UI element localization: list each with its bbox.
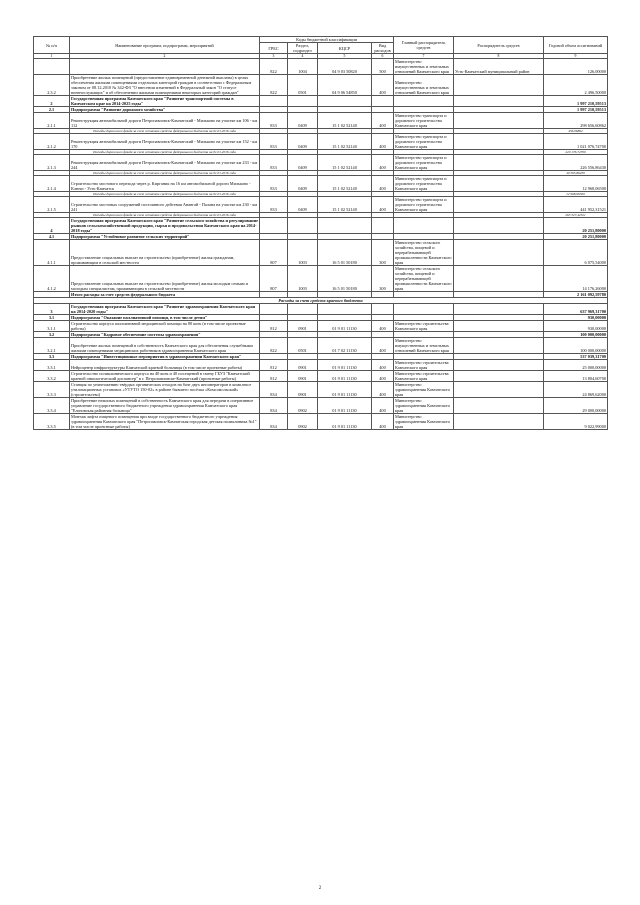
- cell-gr: Министерство сельского хозяйства, пищевой и перерабатывающей промышленности Камчатского края: [395, 240, 452, 265]
- cell-num: 2.1.2: [34, 134, 70, 150]
- cell-sum: 930,00000: [544, 315, 608, 321]
- table-row: [34, 338, 608, 354]
- cell-rz: 0409: [288, 197, 318, 213]
- cell-name: Предоставление социальных выплат на строительство (приобретение) жилья молодым семьям и молодым специалистам, проживающим в сельской местности: [70, 266, 260, 292]
- column-number: 1: [34, 54, 70, 59]
- cell-rs: [454, 155, 544, 171]
- cell-gr: Министерство здравоохранения Камчатского края: [394, 382, 454, 398]
- section-subheading: Расходы за счет средств краевого бюджета: [34, 298, 608, 304]
- cell-gr: Министерство сельского хозяйства, пищевой и перерабатывающей промышленности Камчатского края: [395, 266, 452, 291]
- cell-name: Станция по уничтожению твёрдых органических отходов на базе двух инсинераторов в комплексе утилизационных установок «УТУТО 150-02» в районе бывшего посёлка «Комсомольский» (строительство): [70, 382, 260, 398]
- cell-sum: 100 000,00000: [544, 338, 608, 354]
- note-text: Расходы дорожного фонда за счет остатков средств федерального бюджета на 01.01.2016 года: [70, 150, 260, 155]
- cell-name: Итого расходы за счет средств федерального бюджета: [70, 292, 260, 298]
- cell-grbs: 822: [260, 59, 288, 75]
- cell-grbs: 834: [260, 398, 288, 414]
- header-vr: Вид расходов: [372, 43, 394, 54]
- cell-ksr: 01 9 01 11130: [318, 398, 372, 414]
- cell-grbs: [260, 96, 288, 107]
- note-amount: 40 565,86430: [544, 171, 608, 176]
- cell-name: Подпрограмма "Устойчивое развитие сельских территорий": [70, 234, 260, 240]
- cell-name: Подпрограмма "Инвестиционные мероприятия в здравоохранении Камчатского края": [70, 354, 260, 360]
- cell-rs: Усть-Камчатский муниципальный район: [454, 59, 544, 75]
- table-row: [34, 321, 608, 332]
- table-row: [34, 96, 608, 107]
- cell-ksr: 16 5 01 50180: [318, 240, 372, 266]
- cell-name: Государственная программа Камчатского края "Развитие сельского хозяйства и регулирование рынков сельскохозяйственной продукции, сырья и продовольствия Камчатского края на 2014-2018 годы": [71, 218, 258, 233]
- header-grbs: ГРБС: [260, 43, 288, 54]
- cell-grbs: 807: [260, 266, 288, 292]
- cell-name: Приобретение нежилых помещений в собственность Камчатского края для передачи в оперативное управление государственного бюджетного учреждения здравоохранения Камчатского края "Елизовская районная больница": [70, 398, 260, 414]
- cell-num: 3.3.4: [34, 398, 70, 414]
- cell-sum: 126,00000: [544, 59, 608, 75]
- cell-ksr: 01 9 01 11130: [318, 360, 372, 371]
- cell-gr: Министерство здравоохранения Камчатского края: [394, 398, 454, 414]
- cell-sum: 9 022,99000: [544, 414, 608, 430]
- note-amount: 263 327,42521: [544, 213, 608, 218]
- cell-vr: 400: [372, 321, 394, 332]
- cell-sum: 1 997 210,59513: [544, 107, 608, 113]
- cell-name: Приобретение жилых помещений в собственность Камчатского края для обеспечения служебными жилыми помещениями медицинских работников здравоохранения Камчатского края: [70, 338, 260, 354]
- cell-num: 3.3.1: [34, 360, 70, 371]
- cell-gr: Министерство транспорта и дорожного строительства Камчатского края: [394, 197, 454, 213]
- cell-gr: Министерство имущественных и земельных отношений Камчатского края: [394, 338, 454, 354]
- cell-sum: 100 000,00000: [544, 332, 608, 338]
- table-row: [34, 398, 608, 414]
- cell-rs: [454, 218, 544, 234]
- document-page: [33, 36, 607, 430]
- cell-rz: 0501: [288, 75, 318, 96]
- cell-vr: 400: [372, 360, 394, 371]
- cell-vr: 400: [372, 197, 394, 213]
- cell-ksr: 15 1 02 52140: [318, 197, 372, 213]
- cell-ksr: 01 9 01 11130: [318, 382, 372, 398]
- cell-rs: [454, 398, 544, 414]
- cell-sum: 2 496,50000: [544, 75, 608, 96]
- cell-num: 2.1.5: [34, 197, 70, 213]
- column-number: 8: [454, 54, 544, 59]
- cell-rz: 1003: [288, 266, 318, 292]
- cell-gr: Министерство транспорта и дорожного строительства Камчатского края: [394, 176, 454, 192]
- header-razdel: Раздел, подраздел: [288, 43, 318, 54]
- cell-gr: Министерство строительства Камчатского края: [394, 321, 454, 332]
- cell-rs: [454, 360, 544, 371]
- cell-rs: [454, 176, 544, 192]
- cell-rz: 0901: [288, 371, 318, 382]
- cell-name: Подпрограмма "Развитие дорожного хозяйства": [70, 107, 260, 113]
- cell-num: 3.1.1: [34, 321, 70, 332]
- cell-rz: 0409: [288, 176, 318, 192]
- page-number: 2: [318, 886, 322, 891]
- cell-grbs: 822: [260, 75, 288, 96]
- cell-gr: Министерство имущественных и земельных отношений Камчатского края: [394, 75, 454, 96]
- note-amount: 12 968,06500: [544, 192, 608, 197]
- cell-rz: [288, 218, 318, 234]
- cell-ksr: 15 1 02 52140: [318, 176, 372, 192]
- cell-name: Нейроцентр инфраструктуры Камчатской краевой больницы (в том числе проектные работы): [70, 360, 260, 371]
- cell-name: Предоставление социальных выплат на строительство (приобретение) жилья гражданам, проживающим в сельской местности: [70, 240, 260, 266]
- cell-name: Строительство мостового перехода через р. Кирганик на 16 км автомобильной дороги Мильково - Ключи - Усть-Камчатск: [70, 176, 260, 192]
- cell-rz: 1004: [288, 59, 318, 75]
- cell-sum: 20 251,80000: [544, 234, 608, 240]
- table-row: [34, 75, 608, 96]
- cell-rs: [454, 75, 544, 96]
- table-row: [34, 266, 608, 292]
- cell-num: 3.3.3: [34, 382, 70, 398]
- cell-name: Монтаж лифта пищевого помещения при входе государственного бюджетного учреждения здравоохранения Камчатского края "Петропавловск-Камчатская городская детская поликлиника №1" (в том числе проектные работы): [70, 414, 260, 430]
- cell-sum: 14 176,26000: [544, 266, 608, 292]
- table-row: [34, 240, 608, 266]
- cell-name: [70, 59, 260, 75]
- cell-name: Государственная программа Камчатского края "Развитие здравоохранения Камчатского края на 2014-2020 годы": [70, 304, 260, 315]
- cell-rz: [288, 304, 318, 315]
- cell-sum: 930,00000: [544, 321, 608, 332]
- cell-rs: [454, 414, 544, 430]
- cell-grbs: 812: [260, 360, 288, 371]
- cell-sum: 24 869,62000: [544, 382, 608, 398]
- cell-rz: 0902: [288, 414, 318, 430]
- cell-gr: Министерство строительства Камчатского края: [394, 371, 454, 382]
- note-amount: 229 176,74700: [544, 150, 608, 155]
- cell-rz: 0409: [288, 134, 318, 150]
- cell-sum: 441 952,31521: [544, 197, 608, 213]
- table-row: [34, 382, 608, 398]
- note-amount: 456,06862: [544, 129, 608, 134]
- cell-grbs: 833: [260, 197, 288, 213]
- cell-num: [34, 59, 70, 75]
- cell-grbs: 833: [260, 176, 288, 192]
- cell-sum: 29 000,00000: [544, 398, 608, 414]
- note-text: Расходы дорожного фонда за счет остатков средств федерального бюджета на 01.01.2016 года: [70, 171, 260, 176]
- header-num: № п/п: [34, 37, 70, 54]
- note-text: Расходы дорожного фонда за счет остатков средств федерального бюджета на 01.01.2016 года: [70, 213, 260, 218]
- cell-grbs: 812: [260, 371, 288, 382]
- cell-grbs: 833: [260, 155, 288, 171]
- table-body: [34, 59, 608, 430]
- cell-vr: 400: [372, 371, 394, 382]
- cell-ksr: 01 9 01 11130: [318, 414, 372, 430]
- column-number: 3: [260, 54, 288, 59]
- cell-sum: 537 039,31700: [544, 354, 608, 360]
- cell-num: 2: [34, 96, 70, 107]
- cell-sum: 20 251,80000: [544, 218, 608, 234]
- cell-rz: 0901: [288, 360, 318, 371]
- table-row: [34, 59, 608, 75]
- cell-rs: [454, 113, 544, 129]
- cell-num: 3.1: [34, 315, 70, 321]
- cell-grbs: 834: [260, 382, 288, 398]
- cell-grbs: 833: [260, 113, 288, 129]
- cell-vr: 400: [372, 382, 394, 398]
- cell-sum: 25 000,00000: [544, 360, 608, 371]
- cell-rz: [288, 96, 318, 107]
- cell-vr: 400: [372, 155, 394, 171]
- cell-gr: Министерство строительства Камчатского края: [394, 360, 454, 371]
- header-ksr: КЦСР: [318, 43, 372, 54]
- cell-vr: 400: [372, 398, 394, 414]
- cell-grbs: 834: [260, 414, 288, 430]
- column-number: 6: [372, 54, 394, 59]
- cell-sum: 2 161 092,59780: [544, 292, 608, 298]
- table-row: [34, 113, 608, 129]
- cell-num: 3.2.1: [34, 338, 70, 354]
- cell-gr: Министерство транспорта и дорожного строительства Камчатского края: [394, 155, 454, 171]
- cell-ksr: [318, 218, 372, 234]
- cell-rs: [454, 240, 544, 266]
- column-number: 2: [70, 54, 260, 59]
- cell-sum: 226 556,86430: [544, 155, 608, 171]
- cell-rz: 0409: [288, 113, 318, 129]
- cell-name: Подпрограмма "Кадровое обеспечение системы здравоохранения": [70, 332, 260, 338]
- table-row: [34, 371, 608, 382]
- cell-name: Строительство корпуса паллиативной медицинской помощи на 80 коек (в том числе проектные работы): [70, 321, 260, 332]
- cell-vr: 400: [372, 338, 394, 354]
- cell-num: 2.1.4: [34, 176, 70, 192]
- cell-rs: [454, 338, 544, 354]
- cell-rs: [454, 304, 544, 315]
- column-number: 7: [394, 54, 454, 59]
- cell-gr: Министерство транспорта и дорожного строительства Камчатского края: [394, 113, 454, 129]
- cell-grbs: 833: [260, 134, 288, 150]
- cell-vr: 300: [372, 240, 394, 266]
- cell-rz: 0901: [288, 321, 318, 332]
- cell-vr: 300: [372, 266, 394, 292]
- cell-rs: [454, 321, 544, 332]
- cell-rz: 0901: [288, 382, 318, 398]
- cell-ksr: 15 1 02 52140: [318, 134, 372, 150]
- cell-vr: [372, 218, 394, 234]
- column-number: 9: [544, 54, 608, 59]
- cell-gr: [394, 218, 454, 234]
- cell-sum: 12 968,06500: [544, 176, 608, 192]
- cell-sum: 1 997 210,59513: [544, 96, 608, 107]
- cell-ksr: 01 9 01 11130: [318, 321, 372, 332]
- table-row: [34, 197, 608, 213]
- cell-sum: 1 021 076,74700: [544, 134, 608, 150]
- cell-num: 3.3.5: [34, 414, 70, 430]
- cell-num: 4.1.1: [34, 240, 70, 266]
- cell-num: 4.1: [34, 234, 70, 240]
- cell-ksr: 15 1 02 52140: [318, 113, 372, 129]
- cell-rs: [454, 382, 544, 398]
- header-manager: Главный распорядитель средств: [394, 37, 454, 54]
- cell-sum: 637 969,31700: [544, 304, 608, 315]
- cell-vr: [372, 96, 394, 107]
- cell-gr: Министерство транспорта и дорожного строительства Камчатского края: [394, 134, 454, 150]
- header-amount: Годовой объем ассигнований: [544, 37, 608, 54]
- cell-vr: 400: [372, 113, 394, 129]
- cell-ksr: 01 7 02 11130: [318, 338, 372, 354]
- cell-ksr: 04 9 06 54850: [318, 75, 372, 96]
- cell-ksr: [318, 96, 372, 107]
- cell-sum: 298 656,60862: [544, 113, 608, 129]
- cell-rz: 0501: [288, 338, 318, 354]
- cell-rs: [454, 371, 544, 382]
- cell-num: 2.1.1: [34, 113, 70, 129]
- cell-num: 3.3.2: [34, 371, 70, 382]
- cell-name: Приобретение жилых помещений (предоставление единовременной денежной выплаты) в целях обеспечения жилыми помещениями отдельных категорий граждан в соответствии с Федеральным законом от 08.12.2010 № 342-ФЗ "О внесении изменений в Федеральный закон "О статусе военнослужащих" и об обеспечении жилыми помещениями некоторых категорий граждан": [70, 75, 260, 96]
- cell-vr: [372, 304, 394, 315]
- cell-vr: 400: [372, 75, 394, 96]
- cell-num: 2.1.3: [34, 155, 70, 171]
- cell-name: Строительство мостовых сооружений постоянного действия Анавгай - Палана на участке км 230 - км 241: [70, 197, 260, 213]
- cell-rs: [454, 96, 544, 107]
- cell-vr: 400: [372, 134, 394, 150]
- table-row: [34, 360, 608, 371]
- cell-num: 3.3: [34, 354, 70, 360]
- table-row: [34, 176, 608, 192]
- cell-vr: 500: [372, 59, 394, 75]
- header-recipient: Распорядитель средств: [454, 37, 544, 54]
- cell-name: Реконструкция автомобильной дороги Петропавловск-Камчатский - Мильково на участке км 233 - км 244: [70, 155, 260, 171]
- table-row: [34, 304, 608, 315]
- cell-name: Государственная программа Камчатского края "Развитие транспортной системы в Камчатском крае на 2014-2025 годы": [70, 96, 260, 107]
- cell-rz: 1003: [288, 240, 318, 266]
- cell-ksr: [318, 304, 372, 315]
- cell-sum: 6 075,54000: [544, 240, 608, 266]
- table-row: [34, 218, 608, 234]
- cell-gr: Министерство имущественных и земельных отношений Камчатского края: [394, 59, 454, 75]
- table-row: [34, 134, 608, 150]
- column-number: 4: [288, 54, 318, 59]
- cell-ksr: 04 9 03 50820: [318, 59, 372, 75]
- cell-name: Строительство поликлинического корпуса на 40 коек и 40 посещений в смену ГБУЗ "Камчатский краевой онкологический диспансер" в г. Петропавловске-Камчатский (проектные работы): [70, 371, 260, 382]
- cell-ksr: 16 5 01 50180: [318, 266, 372, 292]
- cell-rs: [454, 134, 544, 150]
- cell-gr: [394, 96, 454, 107]
- cell-name: Реконструкция автомобильной дороги Петропавловск-Камчатский - Мильково на участке км 152 - км 170: [70, 134, 260, 150]
- cell-ksr: 15 1 02 52140: [318, 155, 372, 171]
- column-number: 5: [318, 54, 372, 59]
- header-codes-group: Коды бюджетной классификации: [260, 37, 394, 43]
- cell-rz: 0409: [288, 155, 318, 171]
- cell-name: Подпрограмма "Оказание паллиативной помощи, в том числе детям": [70, 315, 260, 321]
- cell-vr: 400: [372, 414, 394, 430]
- cell-num: 3: [34, 304, 70, 315]
- table-row: [34, 155, 608, 171]
- cell-grbs: 807: [260, 240, 288, 266]
- cell-num: 2.3.2: [34, 75, 70, 96]
- cell-grbs: [260, 218, 288, 234]
- cell-vr: 400: [372, 176, 394, 192]
- cell-num: 2.1: [34, 107, 70, 113]
- note-text: Расходы дорожного фонда за счет остатков средств федерального бюджета на 01.01.2016 года: [70, 192, 260, 197]
- cell-grbs: 812: [260, 321, 288, 332]
- cell-ksr: 01 9 01 11130: [318, 371, 372, 382]
- cell-sum: 13 804,60700: [544, 371, 608, 382]
- cell-rs: [454, 266, 544, 292]
- cell-name: Реконструкция автомобильной дороги Петропавловск-Камчатский - Мильково на участке км 106 - км 112: [70, 113, 260, 129]
- budget-table: [33, 36, 608, 430]
- cell-num: 3.2: [34, 332, 70, 338]
- cell-rz: 0902: [288, 398, 318, 414]
- note-text: Расходы дорожного фонда за счет остатков средств федерального бюджета на 01.01.2016 года: [70, 129, 260, 134]
- cell-grbs: [260, 304, 288, 315]
- cell-gr: [394, 304, 454, 315]
- header-name: Наименование программ, подпрограмм, мероприятий: [70, 37, 260, 54]
- cell-num: 4.1.2: [34, 266, 70, 292]
- cell-gr: Министерство здравоохранения Камчатского края: [394, 414, 454, 430]
- cell-num: 4: [34, 218, 70, 234]
- cell-grbs: 822: [260, 338, 288, 354]
- cell-rs: [454, 197, 544, 213]
- table-row: [34, 414, 608, 430]
